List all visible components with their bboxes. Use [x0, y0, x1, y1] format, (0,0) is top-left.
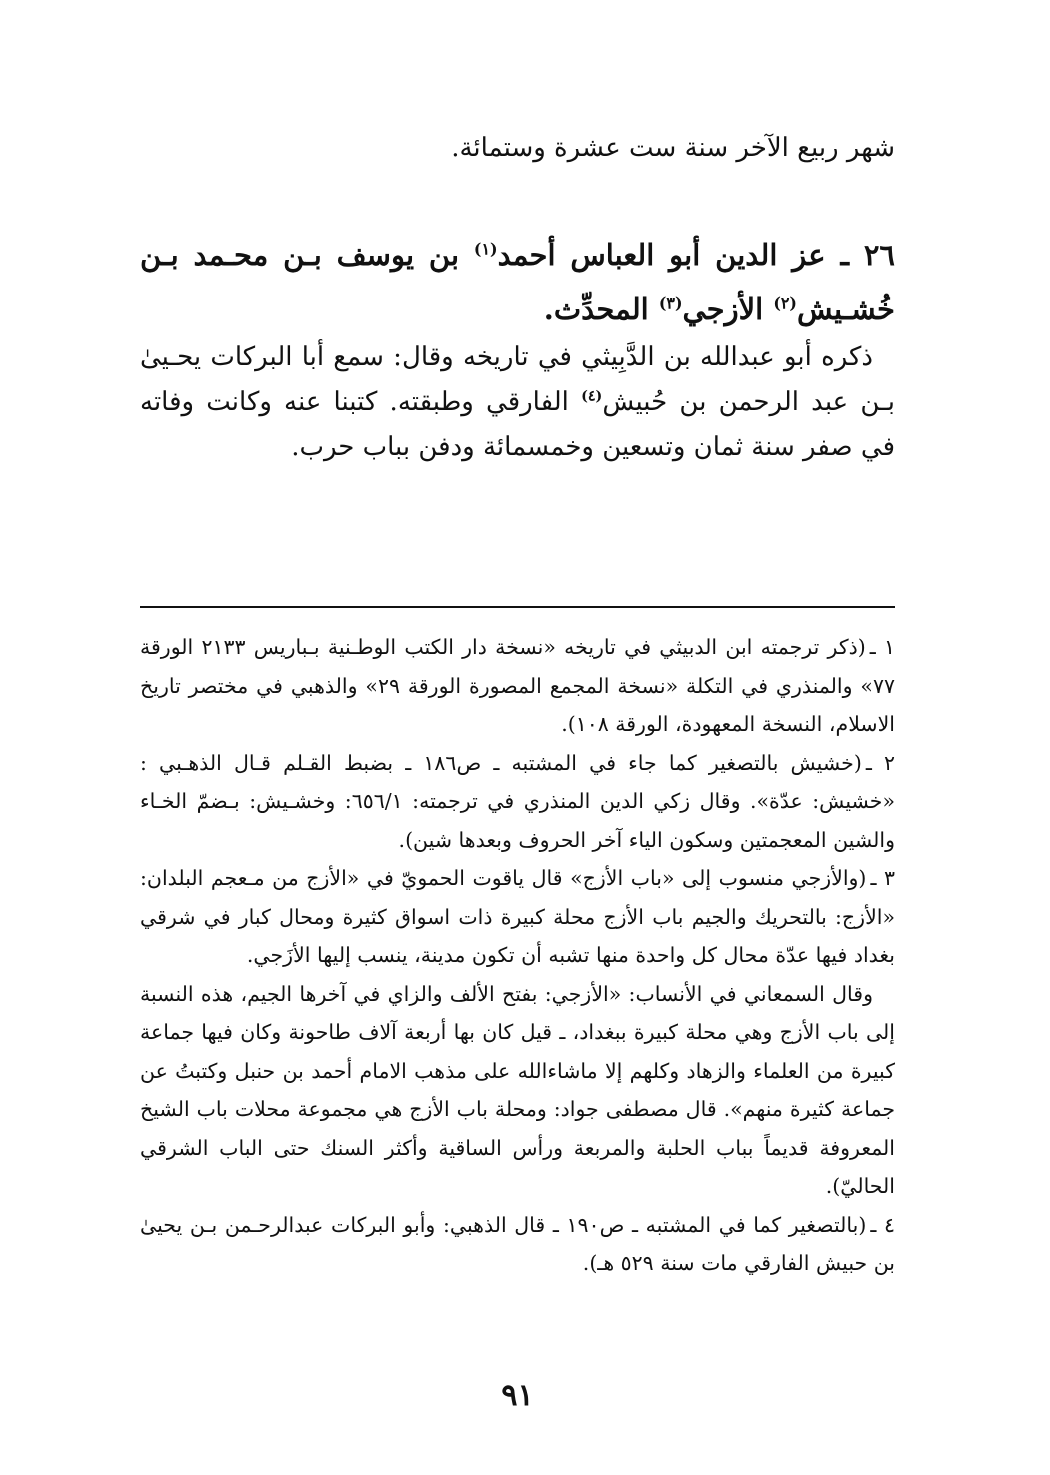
entry-name-part1: عز الدين أبو العباس أحمد [497, 238, 826, 272]
entry-number: ٢٦ ـ [840, 238, 895, 272]
continued-text: شهر ربيع الآخر سنة ست عشرة وستمائة. [451, 133, 895, 163]
footnote-text: (والأزجي منسوب إلى «باب الأزج» قال ياقوت الحمويّ في «الأزج من مـعجم البلدان: «الأزج: بالتحريك والجيم باب الأزج محلة كبيرة ذات اسواق كثيرة ومحال كبار في شرقي بغداد فيها عدّة محال كل واحدة منها تشبه أن تكون مدينة، ينسب إليها الأزَجي. [140, 866, 895, 967]
footnote-separator [140, 606, 895, 608]
entry-name-part3: الأزجي [682, 292, 764, 326]
page-number: ٩١ [501, 1378, 534, 1413]
entry-body-part2: الفارقي وطبقته. كتبنا عنه وكانت وفاته في صفر سنة ثمان وتسعين وخمسمائة ودفن بباب حرب. [140, 387, 895, 462]
footnote-ref-1: (١) [473, 239, 498, 259]
footnote-4 [140, 1206, 895, 1283]
footnote-3-continued [140, 975, 895, 1206]
footnote-text: (ذكر ترجمته ابن الدبيثي في تاريخه «نسخة دار الكتب الوطـنية بـباريس ٢١٣٣ الورقة ٧٧» والمنذري في التكلة «نسخة المجمع المصورة الورقة ٢٩» والذهبي في مختصر تاريخ الاسلام، النسخة المعهودة، الورقة ١٠٨). [140, 635, 895, 736]
entry-heading [140, 228, 895, 336]
footnote-number: ٤ ـ [870, 1212, 895, 1237]
footnote-text: وقال السمعاني في الأنساب: «الأزجي: بفتح الألف والزاي في آخرها الجيم، هذه النسبة إلى باب الأزج وهي محلة كبيرة ببغداد، ـ قيل كان بها أربعة آلاف طاحونة وكان فيها جماعة كبيرة من العلماء والزهاد وكلهم إلا ماشاءالله على مذهب الامام أحمد بن حنبل وكتبتُ عن جماعة كثيرة منهم». قال مصطفى جواد: ومحلة باب الأزج هي مجموعة محلات باب الشيخ المعروفة قديماً بباب الحلبة والمربعة ورأس الساقية وأكثر السنك حتى الباب الشرقي الحاليّ). [140, 981, 895, 1198]
footnote-1 [140, 628, 895, 744]
entry-name-part4: المحدِّث. [543, 292, 649, 326]
entry-body-part1: ذكره أبو عبدالله بن الدَّبِيثي في تاريخه وقال: سمع أبا البركات يحـيىٰ بـن عبد الرحمن بن حُبيش [140, 342, 895, 417]
footnote-number: ٣ ـ [870, 866, 895, 890]
book-page [140, 0, 895, 1475]
footnote-text: (خشيش بالتصغير كما جاء في المشتبه ـ ص١٨٦ ـ بضبط القـلم قـال الذهـبي : «خشيش: عدّة». وقال زكي الدين المنذري في ترجمته: ٦٥٦/١: وخشـيش: بـضمّ الخـاء والشين المعجمتين وسكون الياء آخر الحروف وبعدها شين). [140, 750, 896, 852]
footnotes [140, 628, 895, 1283]
entry-body [140, 335, 895, 470]
footnote-ref-4: (٤) [581, 388, 603, 405]
footnote-number: ٢ ـ [865, 750, 896, 775]
entry-name-part2: بن يوسف بـن محـمد بـن خُشـيش [140, 238, 895, 326]
footnote-text: (بالتصغير كما في المشتبه ـ ص١٩٠ ـ قال الذهبي: وأبو البركات عبدالرحـمن بـن يحيىٰ بن حبيش الفارقي مات سنة ٥٢٩ هـ). [140, 1212, 895, 1275]
footnote-ref-2: (٢) [773, 293, 797, 313]
footnote-2 [140, 744, 895, 860]
footnote-ref-3: (٣) [658, 293, 683, 313]
footnote-number: ١ ـ [869, 635, 895, 659]
footnote-3 [140, 859, 895, 975]
